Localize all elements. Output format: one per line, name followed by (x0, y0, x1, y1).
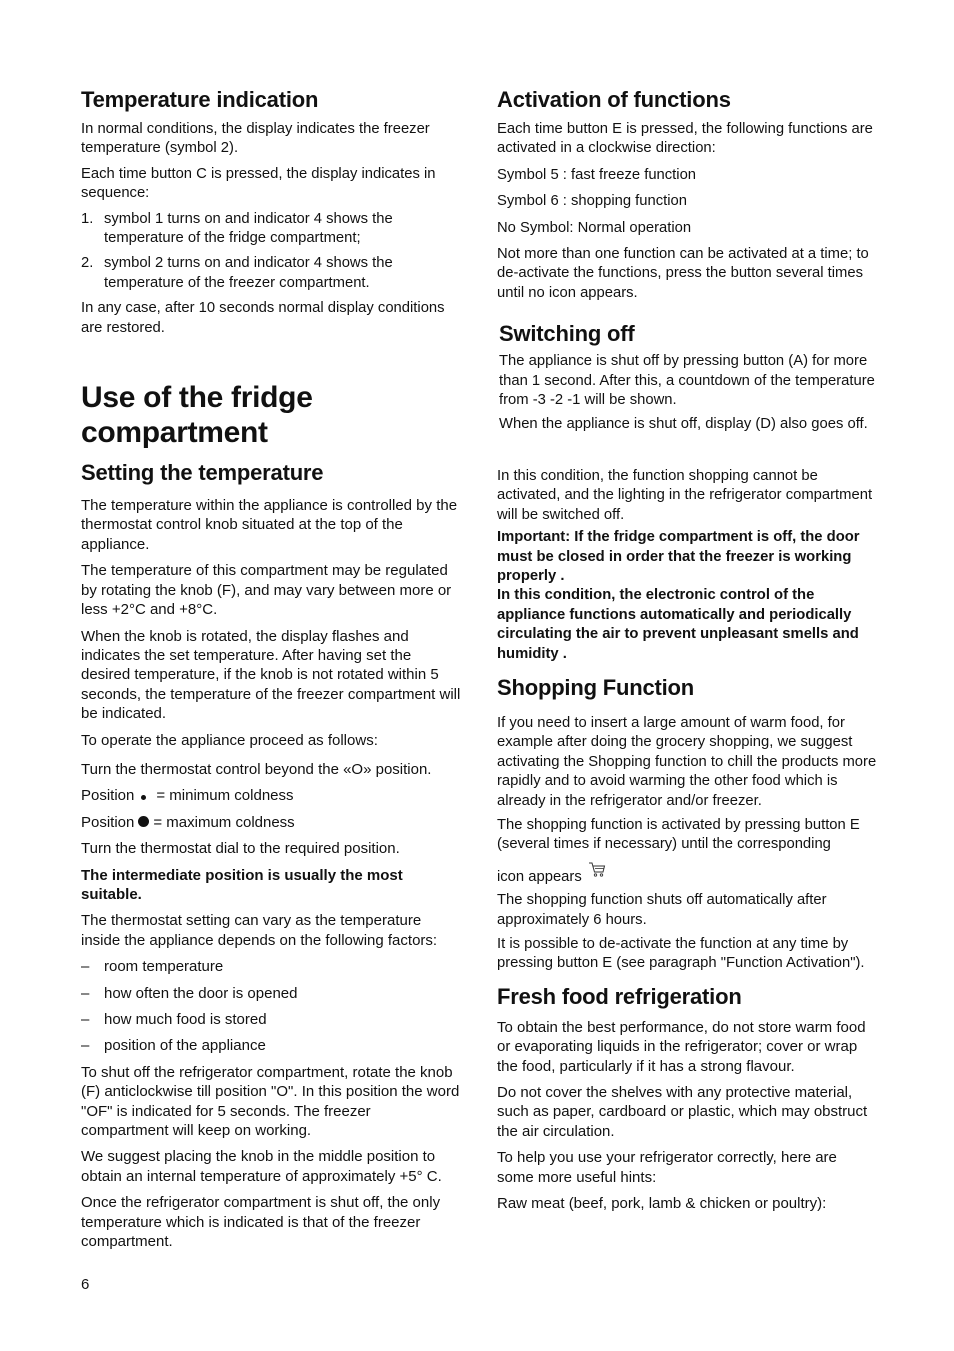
list-item (81, 957, 461, 976)
paragraph: The shopping function shuts off automatically after approximately 6 hours. (497, 892, 827, 928)
factors-list (81, 957, 461, 1056)
shopping-function-heading: Shopping Function (497, 674, 694, 700)
paragraph: In any case, after 10 seconds normal display conditions are restored. (81, 300, 445, 336)
position-max-line (81, 813, 461, 832)
list-text: how much food is stored (104, 1011, 267, 1028)
dash-bullet: – (81, 958, 90, 976)
paragraph: Symbol 5 : fast freeze function (497, 166, 697, 183)
list-item (81, 1010, 461, 1029)
paragraph: The temperature of this compartment may be regulated by rotating the knob (F), and may vary between more or less +2°C and +8°C. (81, 562, 452, 619)
list-text: how often the door is opened (104, 984, 298, 1002)
paragraph: To shut off the refrigerator compartment, rotate the knob (F) anticlockwise till position "O". In this position the word "OF" is indicated for 5 seconds. The freezer compartment will keep on working. (81, 1063, 460, 1140)
section-title-line1: Use of the fridge (81, 381, 313, 415)
position-min-text: = minimum coldness (156, 787, 294, 805)
list-text: symbol 2 turns on and indicator 4 shows the temperature of the freezer compartment. (104, 255, 393, 291)
list-item (81, 1036, 461, 1055)
paragraph: The shopping function is activated by pressing button E (several times if necessary) until the corresponding (497, 816, 860, 853)
paragraph: Each time button E is pressed, the following functions are activated in a clockwise direction: (497, 121, 873, 157)
shopping-cart-icon (588, 861, 606, 884)
list-text: symbol 1 turns on and indicator 4 shows the temperature of the fridge compartment; (104, 210, 393, 247)
bold-note: Important: If the fridge compartment is off, the door must be closed in order that the freezer is working properly . (497, 529, 860, 584)
paragraph: No Symbol: Normal operation (497, 219, 692, 236)
bold-note: In this condition, the electronic control of the appliance functions automatically and periodically circulating the air to prevent unpleasant smells and humidity . (497, 587, 859, 662)
activation-heading: Activation of functions (497, 87, 731, 112)
section-title (81, 380, 461, 450)
large-dot-icon (138, 816, 149, 827)
section-title-line2: compartment (81, 416, 268, 450)
paragraph: Do not cover the shelves with any protective material, such as paper, cardboard or plastic, which may obstruct the air circulation. (497, 1084, 868, 1140)
small-dot-icon (141, 795, 146, 800)
paragraph: The appliance is shut off by pressing button (A) for more than 1 second. After this, a countdown of the temperature from -3 -2 -1 will be shown. (499, 353, 875, 409)
list-text: position of the appliance (104, 1037, 266, 1055)
paragraph: Once the refrigerator compartment is shut off, the only temperature which is indicated is that of the freezer compartment. (81, 1194, 441, 1251)
list-item (81, 984, 461, 1003)
paragraph: In this condition, the function shopping cannot be activated, and the lighting in the refrigerator compartment will be switched off. (497, 467, 873, 523)
list-text: room temperature (104, 958, 224, 976)
list-item (81, 254, 461, 293)
right-column (497, 80, 877, 1213)
setting-temperature-heading: Setting the temperature (81, 460, 324, 486)
list-number: 2. (81, 255, 94, 272)
position-max-text: = maximum coldness (153, 813, 295, 831)
paragraph: To help you use your refrigerator correctly, here are some more useful hints: (497, 1149, 837, 1186)
paragraph: Raw meat (beef, pork, lamb & chicken or poultry): (497, 1195, 827, 1213)
dash-bullet: – (81, 984, 90, 1002)
paragraph: Turn the thermostat dial to the required position. (81, 840, 400, 858)
paragraph: If you need to insert a large amount of warm food, for example after doing the grocery shopping, we suggest activating the Shopping function to chill the products more rapidly and to avoid warming the other food which is already in the refrigerator and/or freezer. (497, 714, 877, 809)
paragraph: When the knob is rotated, the display flashes and indicates the set temperature. After having set the desired temperature, if the knob is not rotated within 5 seconds, the temperature of the freezer compartment will be indicated. (81, 627, 461, 723)
paragraph: We suggest placing the knob in the middle position to obtain an internal temperature of approximately +5° C. (81, 1148, 442, 1185)
paragraph: To obtain the best performance, do not store warm food or evaporating liquids in the refrigerator; cover or wrap the food, particularly if it has a strong flavour. (497, 1018, 866, 1075)
list-number: 1. (81, 210, 94, 227)
paragraph: Symbol 6 : shopping function (497, 193, 688, 210)
paragraph: It is possible to de-activate the function at any time by pressing button E (see paragraph "Function Activation"). (497, 936, 865, 972)
paragraph-end: icon appears (497, 868, 582, 885)
fresh-food-heading: Fresh food refrigeration (497, 983, 742, 1009)
paragraph: When the appliance is shut off, display (D) also goes off. (499, 416, 868, 433)
page-number: 6 (81, 1276, 90, 1293)
paragraph: Each time button C is pressed, the display indicates in sequence: (81, 165, 436, 202)
paragraph: Turn the thermostat control beyond the «O» position. (81, 760, 432, 778)
temperature-indication-heading: Temperature indication (81, 87, 319, 112)
paragraph: The temperature within the appliance is controlled by the thermostat control knob situated at the top of the appliance. (81, 497, 458, 553)
bold-note: The intermediate position is usually the most suitable. (81, 866, 403, 903)
dash-bullet: – (81, 1011, 90, 1028)
left-column (81, 80, 461, 1251)
paragraph: In normal conditions, the display indicates the freezer temperature (symbol 2). (81, 121, 430, 157)
shopping-icon-line (497, 864, 877, 887)
position-label: Position (81, 813, 135, 831)
list-item (81, 210, 461, 249)
switching-off-heading: Switching off (499, 321, 635, 347)
dash-bullet: – (81, 1037, 90, 1055)
paragraph: To operate the appliance proceed as follows: (81, 731, 378, 749)
paragraph: The thermostat setting can vary as the temperature inside the appliance depends on the following factors: (81, 912, 438, 949)
paragraph: Not more than one function can be activated at a time; to de-activate the functions, press the button several times until no icon appears. (497, 246, 869, 301)
position-min-line (81, 786, 461, 805)
position-label: Position (81, 787, 135, 805)
